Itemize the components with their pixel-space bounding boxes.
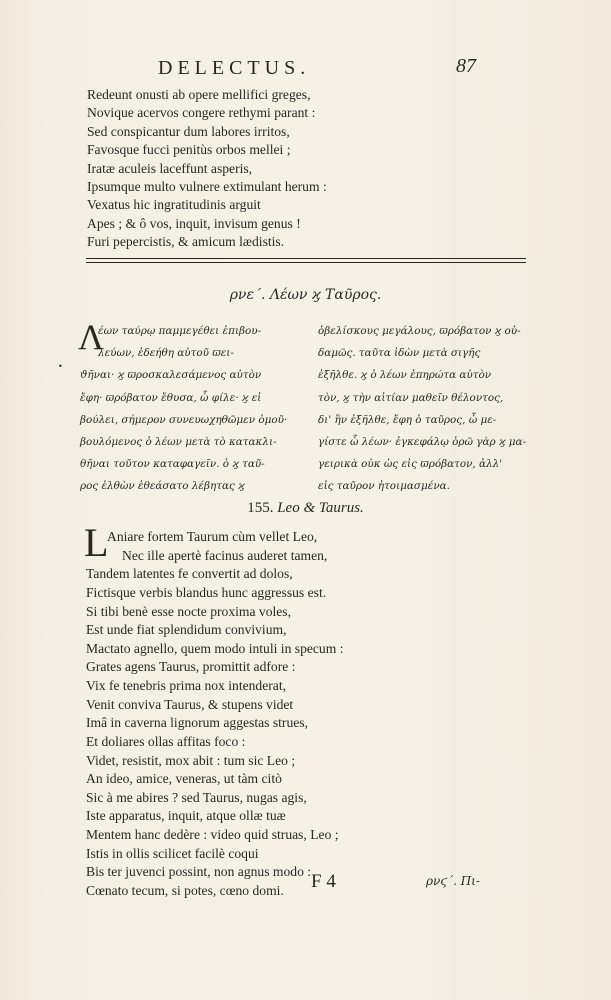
- marginal-mark: •: [58, 362, 63, 371]
- signature-mark: F 4: [311, 871, 336, 892]
- text-line: Fictisque verbis blandus hunc aggressus est.: [86, 584, 327, 600]
- fable-number: 155.: [247, 500, 274, 516]
- text-line: λεύων, ἐδεήθη αὐτοῦ ϖει-: [98, 347, 234, 360]
- text-line: Mactato agnello, quem modo intuli in specum :: [86, 640, 344, 656]
- text-line: Cœnato tecum, si potes, cœno domi.: [86, 882, 284, 898]
- verse-top: [87, 86, 327, 252]
- text-line: βούλει, σήμερον συνευωχηθῶμεν ὁμοῦ·: [80, 413, 288, 426]
- fable-title-text: Leo & Taurus.: [277, 500, 364, 516]
- text-line: δαμῶς. ταῦτα ἰδὼν μετὰ σιγῆς: [318, 347, 481, 360]
- text-line: Vix fe tenebris prima nox intenderat,: [86, 678, 287, 693]
- greek-column-right: [318, 320, 533, 498]
- latin-fable-verse: [86, 528, 343, 901]
- latin-drop-initial: L: [84, 520, 109, 565]
- text-line: Ipsumque multo vulnere extimulant herum :: [87, 179, 327, 195]
- section-divider-thin: [86, 262, 526, 263]
- text-line: Aniare fortem Taurum cùm vellet Leo,: [107, 529, 318, 544]
- running-head: DELECTUS.: [158, 57, 311, 79]
- text-line: Sic à me abires ? sed Taurus, nugas agis,: [86, 789, 307, 805]
- text-line: Grates agens Taurus, promittit adfore :: [86, 659, 296, 675]
- greek-drop-initial: Λ: [78, 317, 105, 357]
- text-line: Et doliares ollas affitas foco :: [86, 733, 246, 749]
- text-line: Iratæ aculeis laceffunt asperis,: [87, 160, 253, 176]
- text-line: Imâ in caverna lignorum aggestas strues,: [86, 715, 308, 731]
- greek-column-left: [78, 317, 298, 498]
- text-line: ϑῆναι· ϗ ϖροσκαλεσάμενος αὐτὸν: [80, 369, 262, 382]
- text-line: An ideo, amice, veneras, ut tàm citò: [86, 771, 282, 787]
- text-line: δι' ἣν ἐξῆλθε, ἔφη ὁ ταῦρος, ὦ με-: [318, 413, 497, 426]
- catchword: ρνϛ΄. Πι-: [426, 874, 480, 888]
- text-line: Tandem latentes fe convertit ad dolos,: [86, 566, 293, 582]
- text-line: Iste apparatus, inquit, atque ollæ tuæ: [86, 808, 286, 824]
- text-line: Istis in ollis scilicet facilè coqui: [86, 845, 259, 861]
- text-line: έων ταύρῳ παμμεγέθει ἐπιβου-: [98, 325, 262, 337]
- text-line: βουλόμενος ὁ λέων μετὰ τὸ κατακλι-: [80, 436, 277, 449]
- text-line: Sed conspicantur dum labores irritos,: [87, 123, 290, 139]
- text-line: τὸν, ϗ τὴν αἰτίαν μαθεῖν θέλοντος,: [318, 391, 504, 404]
- text-line: ἔφη· ϖρόβατον ἔθυσα, ὦ φίλε· ϗ εἰ: [80, 391, 262, 404]
- text-line: Redeunt onusti ab opere mellifici greges,: [87, 87, 311, 102]
- text-line: Bis ter juvenci possint, non agnus modo :: [86, 864, 312, 880]
- text-line: Furi pepercistis, & amicum lædistis.: [87, 234, 285, 250]
- text-line: εἰς ταῦρον ἡτοιμασμένα.: [318, 480, 450, 493]
- text-line: Nec ille apertè facinus auderet tamen,: [122, 547, 328, 563]
- text-line: Est unde fiat splendidum convivium,: [86, 622, 287, 638]
- latin-fable-title: [0, 500, 611, 517]
- text-line: γίστε ὦ λέων· ἐγκεφάλῳ ὁρῶ γὰρ ϗ μα-: [318, 436, 527, 449]
- section-divider: [86, 258, 526, 259]
- text-line: γειρικὰ οὐκ ὡς εἰς ϖρόβατον, ἀλλ': [318, 458, 503, 471]
- page-header: [0, 57, 611, 81]
- greek-fable-title: ρνε΄. Λέων ϗ Ταῦρος.: [229, 287, 382, 303]
- text-line: Vexatus hic ingratitudinis arguit: [87, 197, 261, 213]
- text-line: Videt, resistit, mox abit : tum sic Leo ;: [86, 752, 296, 768]
- text-line: Favosque fucci penitùs orbos mellei ;: [87, 142, 291, 158]
- text-line: Novique acervos congere rethymi parant :: [87, 105, 316, 121]
- text-line: ἐξῆλθε. ϗ ὁ λέων ἐπηρώτα αὐτὸν: [318, 369, 492, 382]
- text-line: Apes ; & ô vos, inquit, invisum genus !: [87, 215, 301, 231]
- text-line: ρος ἐλθὼν ἐθεάσατο λέβητας ϗ: [80, 480, 245, 493]
- text-line: Si tibi benè esse nocte proxima voles,: [86, 603, 291, 619]
- text-line: θῆναι τοῦτον καταφαγεῖν. ὁ ϗ ταῦ-: [80, 458, 265, 471]
- text-line: Venit conviva Taurus, & stupens videt: [86, 696, 294, 712]
- text-line: ὀβελίσκους μεγάλους, ϖρόβατον ϗ οὐ-: [318, 325, 521, 337]
- text-line: Mentem hanc dedère : video quid struas, Leo ;: [86, 827, 339, 842]
- page-number: 87: [456, 55, 476, 77]
